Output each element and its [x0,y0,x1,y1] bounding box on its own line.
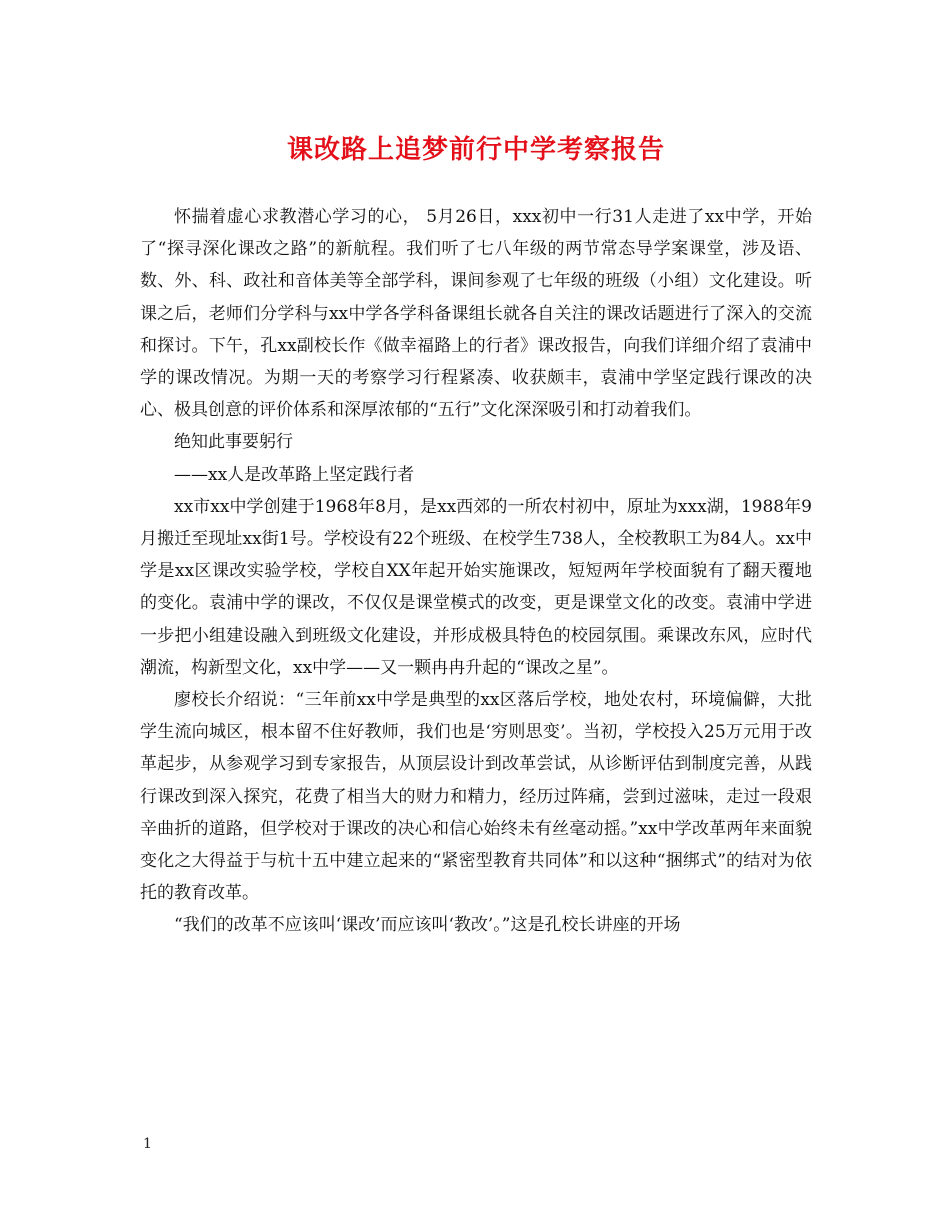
section-subheading: ——xx人是改革路上坚定践行者 [174,464,415,485]
paragraph-intro: 怀揣着虚心求教潜心学习的心， 5月26日，xxx初中一行31人走进了xx中学，开始了“探寻深化课改之路”的新航程。我们听了七八年级的两节常态导学案课堂，涉及语、数、外、科、政社和音体美等全部学科，课间参观了七年级的班级（小组）文化建设。听课之后，老师们分学科与xx中学各学科备课组长就各自关注的课改话题进行了深入的交流和探讨。下午，孔xx副校长作《做幸福路上的行者》课改报告，向我们详细介绍了袁浦中学的课改情况。为期一天的考察学习行程紧凑、收获颇丰，袁浦中学坚定践行课改的决心、极具创意的评价体系和深厚浓郁的“五行”文化深深吸引和打动着我们。 [140,207,812,421]
section-heading: 绝知此事要躬行 [174,432,293,453]
paragraph-principal-quote: 廖校长介绍说：“三年前xx中学是典型的xx区落后学校，地处农村，环境偏僻，大批学生流向城区，根本留不住好教师，我们也是‘穷则思变’。当初，学校投入25万元用于改革起步，从参观学习到专家报告，从顶层设计到改革尝试，从诊断评估到制度完善，从践行课改到深入探究，花费了相当大的财力和精力，经历过阵痛，尝到过滋味，走过一段艰辛曲折的道路，但学校对于课改的决心和信心始终未有丝毫动摇。”xx中学改革两年来面貌变化之大得益于与杭十五中建立起来的“紧密型教育共同体”和以这种“捆绑式”的结对为依托的教育改革。 [140,690,812,904]
document-body [140,201,812,942]
page-number: 1 [143,1136,152,1152]
paragraph-school-history: xx市xx中学创建于1968年8月，是xx西郊的一所农村初中，原址为xxx湖，1988年9月搬迁至现址xx街1号。学校设有22个班级、在校学生738人，全校教职工为84人。xx中学是xx区课改实验学校，学校自XX年起开始实施课改，短短两年学校面貌有了翻天覆地的变化。袁浦中学的课改，不仅仅是课堂模式的改变，更是课堂文化的改变。袁浦中学进一步把小组建设融入到班级文化建设，并形成极具特色的校园氛围。乘课改东风，应时代潮流，构新型文化，xx中学——又一颗冉冉升起的“课改之星”。 [140,496,812,678]
document-title: 课改路上追梦前行中学考察报告 [286,135,665,165]
paragraph-lecture-opening: “我们的改革不应该叫‘课改’而应该叫‘教改’。”这是孔校长讲座的开场 [174,915,681,936]
